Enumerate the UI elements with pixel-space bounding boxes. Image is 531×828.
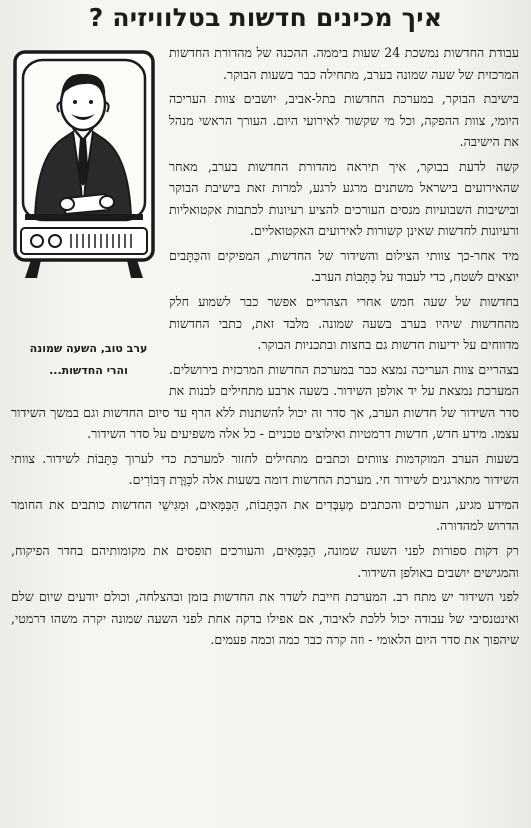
page-title: איך מכינים חדשות בטלוויזיה ? [88, 3, 443, 32]
paragraph-7: בשעות הערב המוקדמות צוותים וכתבים מתחילים לחזור למערכת כדי לערוך כַּתָּבוֹת לשידור. צוותי השידור מתארגנים לשידור חי. מערכת החדשות דומה בשעות אלה לכַּוֶּרֶת דְּבוֹרִים. [11, 450, 519, 488]
paragraph-10: לפני השידור יש מתח רב. המערכת חייבת לשדר את החדשות בזמן ובהצלחה, וכולם יודעים שיום שלם ואינטנסיבי של עבודה יכול ללכת לאיבוד, אם אפילו בדקה אחת לפני השעה שמונה יקרה משהו דרמטי, שיהפוך את סדר היום הלאומי - וזה קרה כבר כמה וכמה פעמים. [11, 589, 519, 648]
paragraph-8: המידע מגיע, העורכים והכתבים מְעַבְּדִים את הכַּתָּבוֹת, הַבַּמָּאִים, וּמַגִּישֵׁי החדשות כותבים את החומר הדרוש למהדורה. [11, 496, 519, 534]
caption-line-2: והרי החדשות... [49, 364, 128, 377]
illustration-caption [16, 338, 161, 382]
paragraph-6: בצהריים צוות העריכה נמצא כבר במערכת החדשות המרכזית בירושלים. המערכת נמצאת על יד אולפן השידור. בשעה ארבע מתחילים לבנות את סדר השידור של חדשות הערב, אך סדר זה יכול להשתנות ללא הרף עד סיום החדשות וגם במשך השידור עצמו. מידע חדש, חדשות דרמטיות ואילוצים טכניים - כל אלה משפיעים על סדר השידור. [11, 361, 519, 442]
paragraph-1: עבודת החדשות נמשכת 24 שעות ביממה. ההכנה של מהדורת החדשות המרכזית של שעה שמונה בערב, מתחילה כבר בשעות הבוקר. [169, 45, 519, 82]
paragraph-2: בישיבת הבוקר, במערכת החדשות בתל-אביב, יושבים צוות העריכה היומי, צוות ההפקה, וכל מי שקשור לאירועי היום. העורך הראשי מנהל את הישיבה. [169, 91, 519, 150]
paragraph-3: קשה לדעת בבוקר, איך תיראה מהדורת החדשות בערב, מאחר שהאירועים בישראל משתנים מרגע לרגע, למרות זאת בישיבת הבוקר ובישיבות השבועיות מנסים העורכים להציע רעיונות לכתבות אקטואליות ורעיונות לחדשות שאינן קשורות לאירועים האקטואליים. [169, 158, 519, 239]
paragraph-4: מיד אחר-כך צוותי הצילום והשידור של החדשות, המפיקים והכַּתָּבים יוצאים לשטח, כדי לעבוד על כַּתָּבוֹת הערב. [169, 247, 519, 285]
news-anchor-illustration [11, 48, 161, 385]
caption-line-1: ערב טוב, השעה שמונה [29, 342, 148, 355]
paragraph-5: בחדשות של שעה חמש אחרי הצהריים אפשר כבר לשמוע חלק מהחדשות שיהיו בערב בשעה שמונה. מלבד זאת, כתבי החדשות מדווחים על ידיעות חדשות גם בחצות ובתכניות הבוקר. [169, 294, 519, 353]
article-body [11, 42, 519, 654]
tv-anchor-icon [11, 48, 161, 338]
paragraph-9: רק דקות ספורות לפני השעה שמונה, הַבַּמָּאִים, והעורכים תופסים את מקומותיהם בחדר הפיקוח, והמגישים יושבים באולפן השידור. [11, 543, 519, 580]
